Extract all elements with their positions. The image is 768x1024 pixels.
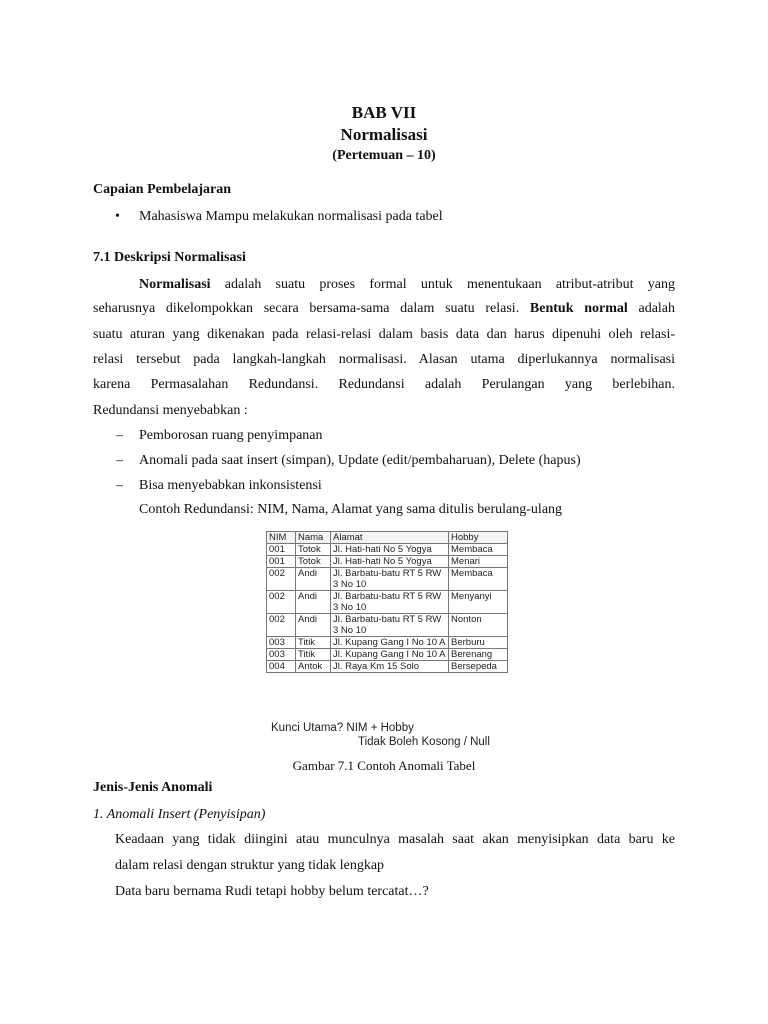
anomali-insert-subheading: 1. Anomali Insert (Penyisipan) <box>93 807 266 822</box>
dash-icon: – <box>116 428 123 443</box>
table-row: 002 Andi Jl. Barbatu-batu RT 5 RW 3 No 10 Nonton <box>267 614 508 637</box>
deskripsi-line-6: Redundansi menyebabkan : <box>93 403 248 418</box>
capaian-heading: Capaian Pembelajaran <box>93 182 232 197</box>
table-row: 004 Antok Jl. Raya Km 15 Solo Bersepeda <box>267 661 508 673</box>
table-row: 002 Andi Jl. Barbatu-batu RT 5 RW 3 No 10 Menyanyi <box>267 591 508 614</box>
anomali-insert-line-1: Keadaan yang tidak diingini atau munculnya masalah saat akan menyisipkan data baru ke <box>115 832 675 847</box>
anomali-insert-line-3: Data baru bernama Rudi tetapi hobby belum tercatat…? <box>115 884 429 899</box>
header-hobby: Hobby <box>449 532 508 544</box>
meeting-label: (Pertemuan – 10) <box>332 148 436 163</box>
chapter-label: BAB VII <box>351 103 417 122</box>
anomali-table-figure <box>266 531 516 747</box>
deskripsi-line-2: seharusnya dikelompokkan secara bersama-sama dalam suatu relasi. Bentuk normal adalah <box>93 301 676 316</box>
header-alamat: Alamat <box>331 532 449 544</box>
chapter-title: Normalisasi <box>340 125 428 144</box>
kunci-utama-note: Kunci Utama? NIM + Hobby <box>271 722 414 734</box>
bullet-dot-icon: • <box>115 209 120 224</box>
term-normalisasi: Normalisasi <box>139 277 211 292</box>
figure-caption: Gambar 7.1 Contoh Anomali Tabel <box>292 758 476 773</box>
anomali-table <box>266 531 508 673</box>
table-row: 003 Titik Jl. Kupang Gang I No 10 A Berburu <box>267 637 508 649</box>
term-bentuk-normal: Bentuk normal <box>529 301 628 316</box>
contoh-redundansi: Contoh Redundansi: NIM, Nama, Alamat yang sama ditulis berulang-ulang <box>139 502 563 517</box>
table-header-row <box>267 532 508 544</box>
redundansi-item: Pemborosan ruang penyimpanan <box>139 428 323 443</box>
table-row: 003 Titik Jl. Kupang Gang I No 10 A Berenang <box>267 649 508 661</box>
deskripsi-line-5: karena Permasalahan Redundansi. Redundansi adalah Perulangan yang berlebihan. <box>93 377 675 392</box>
redundansi-item: Anomali pada saat insert (simpan), Update (edit/pembaharuan), Delete (hapus) <box>139 453 581 468</box>
dash-icon: – <box>116 453 123 468</box>
header-nim: NIM <box>267 532 296 544</box>
anomali-insert-line-2: dalam relasi dengan struktur yang tidak lengkap <box>115 858 385 873</box>
redundansi-item: Bisa menyebabkan inkonsistensi <box>139 478 322 493</box>
header-nama: Nama <box>296 532 331 544</box>
tidak-boleh-kosong-note: Tidak Boleh Kosong / Null <box>358 736 490 748</box>
table-row: 001 Totok Jl. Hati-hati No 5 Yogya Menari <box>267 556 508 568</box>
dash-icon: – <box>116 478 123 493</box>
deskripsi-line-1: Normalisasi adalah suatu proses formal untuk menentukaan atribut-atribut yang <box>139 277 676 292</box>
deskripsi-line-4: relasi tersebut pada langkah-langkah normalisasi. Alasan utama diperlukannya normalisasi <box>93 352 675 367</box>
deskripsi-line-3: suatu aturan yang dikenakan pada relasi-relasi dalam basis data dan harus dipenuhi oleh relasi- <box>93 327 675 342</box>
anomali-heading: Jenis-Jenis Anomali <box>93 780 213 795</box>
table-row: 001 Totok Jl. Hati-hati No 5 Yogya Membaca <box>267 544 508 556</box>
deskripsi-heading: 7.1 Deskripsi Normalisasi <box>93 250 246 265</box>
table-row: 002 Andi Jl. Barbatu-batu RT 5 RW 3 No 10 Membaca <box>267 568 508 591</box>
capaian-bullet-text: Mahasiswa Mampu melakukan normalisasi pada tabel <box>139 209 443 224</box>
